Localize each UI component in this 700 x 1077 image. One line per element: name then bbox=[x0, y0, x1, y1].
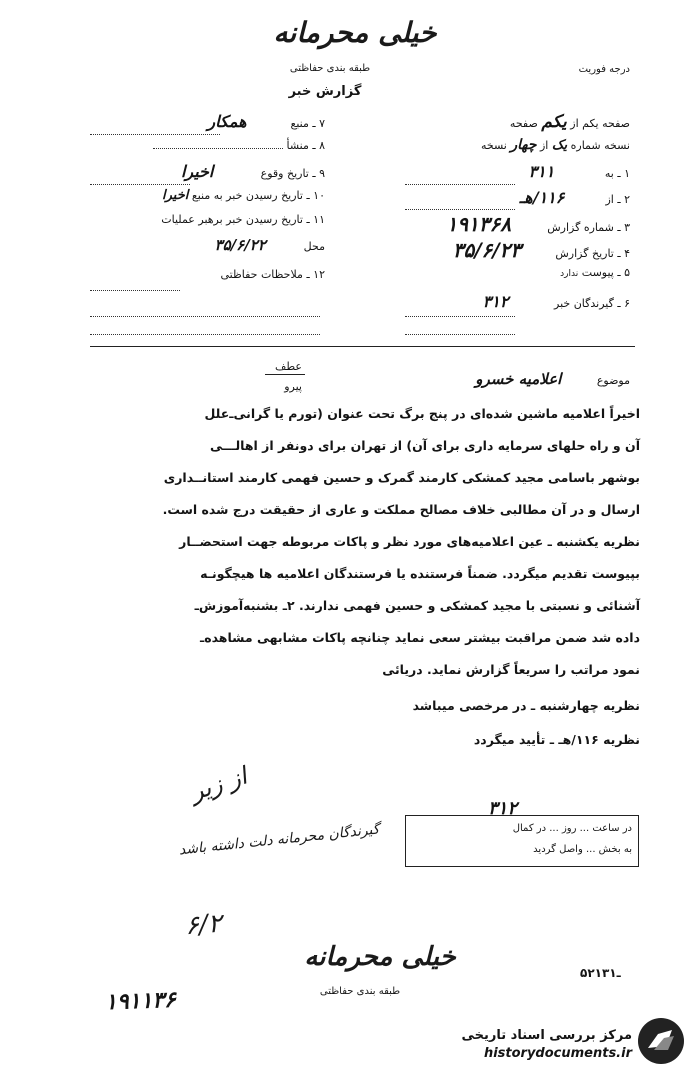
source-receipt-field: ۱۰ ـ تاریخ رسیدن خبر به منبع اخیرا bbox=[161, 188, 325, 203]
handwritten-note: ۶/۲ bbox=[183, 908, 223, 942]
follow-label: پیرو bbox=[284, 380, 302, 393]
from-field: ۲ ـ از ۱۱۶/هـ bbox=[519, 188, 630, 207]
recipients-field: ۶ ـ گیرندگان خبر ۳۱۲ bbox=[482, 292, 630, 311]
operations-receipt-field: ۱۱ ـ تاریخ رسیدن خبر برهبر عملیات bbox=[161, 213, 325, 226]
watermark-url: historydocuments.ir bbox=[483, 1046, 632, 1061]
attachment-field: ۵ ـ پیوست ندارد bbox=[560, 266, 630, 279]
dotted-line bbox=[405, 324, 515, 335]
receipt-stamp-value: ۳۱۲ bbox=[488, 798, 518, 819]
copy-field: نسخه شماره یک از چهار نسخه bbox=[480, 137, 630, 153]
classification-stamp-bottom: خیلی محرمانه bbox=[304, 942, 456, 972]
source-field: ۷ ـ منبع همکار bbox=[207, 112, 325, 131]
report-number-field: ۳ ـ شماره گزارش ۱۹۱۳۶۸ bbox=[446, 212, 630, 236]
body-line: بوشهر باسامی مجید کمشکی کارمند گمرک و حسین فهمی کارمند استانــداری bbox=[163, 470, 640, 485]
report-date-field: ۴ ـ تاریخ گزارش ۳۵/۶/۲۳ bbox=[452, 238, 630, 262]
dotted-line bbox=[90, 174, 190, 185]
body-line: بپیوست تقدیم میگردد. ضمناً فرستنده یا فرستندگان اعلامیه ها هیچگونـه bbox=[200, 566, 640, 581]
security-notes-field: ۱۲ ـ ملاحظات حفاظتی bbox=[220, 268, 325, 281]
body-line: داده شد ضمن مراقبت بیشتر سعی نماید چنانچه پاکات مشابهی مشاهده‌ـ bbox=[199, 630, 640, 645]
watermark-title: مرکز بررسی اسناد تاریخی bbox=[461, 1028, 632, 1043]
classification-sub-bottom: طبقه بندی حفاظتی bbox=[319, 986, 401, 997]
dotted-line bbox=[405, 199, 515, 210]
section-divider bbox=[90, 346, 635, 347]
dotted-line bbox=[90, 324, 320, 335]
receipt-stamp-line2: به بخش ... واصل گردید bbox=[533, 844, 632, 855]
to-field: ۱ ـ به ۳۱۱ bbox=[528, 162, 630, 181]
body-line: نظریه ۱۱۶/هـ ـ تأیید میگردد bbox=[473, 732, 640, 747]
dotted-line bbox=[405, 306, 515, 317]
occurrence-date-field: ۹ ـ تاریخ وقوع اخیرا bbox=[180, 162, 325, 181]
receipt-stamp-box bbox=[405, 798, 639, 867]
dotted-line bbox=[90, 124, 220, 135]
body-line: اخیراً اعلامیه ماشین شده‌ای در پنج برگ تحت عنوان (تورم یا گرانی‌ـ‌علل bbox=[204, 406, 640, 421]
body-line: نظریه چهارشنبه ـ در مرخصی میباشد bbox=[412, 698, 640, 713]
dotted-line bbox=[405, 174, 515, 185]
body-line: آن و راه حلهای سرمایه داری برای آن) از تهران برای دونفر از اهالـــی bbox=[210, 438, 640, 453]
classification-sub-top: طبقه بندی حفاظتی bbox=[289, 63, 371, 74]
page-field: صفحه یکم از یکم صفحه bbox=[509, 112, 630, 132]
urgency-label: درجه فوریت bbox=[578, 64, 630, 75]
place-field: محل ۳۵/۶/۲۲ bbox=[214, 236, 325, 254]
ref-line bbox=[265, 374, 305, 375]
body-line: نظریه یکشنبه ـ عین اعلامیه‌های مورد نظر و پاکات مربوطه جهت استحضــار bbox=[179, 534, 640, 549]
subject-field: موضوع اعلامیه خسرو bbox=[475, 370, 630, 388]
body-line: نمود مراتب را سریعاً گزارش نماید. دریائی bbox=[382, 662, 640, 677]
archive-logo-icon bbox=[636, 1016, 686, 1066]
report-title: گزارش خبر bbox=[288, 84, 362, 99]
receipt-stamp-line1: در ساعت ... روز ... در کمال bbox=[512, 823, 632, 834]
dotted-line bbox=[90, 306, 320, 317]
handwritten-note: گیرندگان محرمانه دلت داشته باشد bbox=[178, 821, 381, 859]
dotted-line bbox=[90, 280, 180, 291]
body-line: ارسال و در آن مطالبی خلاف مصالح مملکت و عاری از حقیقت درج شده است. bbox=[162, 502, 640, 517]
body-line: آشنائی و نسبتی با مجید کمشکی و حسین فهمی ندارند. ۲ـ بشنبه‌آموزش‌ـ bbox=[194, 598, 640, 613]
classification-stamp-top: خیلی محرمانه bbox=[273, 16, 437, 49]
origin-field: ۸ ـ منشأ bbox=[85, 138, 325, 152]
form-code: ۵۲ـ۱۳۱ bbox=[580, 966, 621, 980]
handwritten-note: از زیر bbox=[187, 761, 251, 807]
document-number: ۱۹۱۱۳۶ bbox=[104, 986, 177, 1016]
ref-label: عطف bbox=[275, 360, 302, 373]
